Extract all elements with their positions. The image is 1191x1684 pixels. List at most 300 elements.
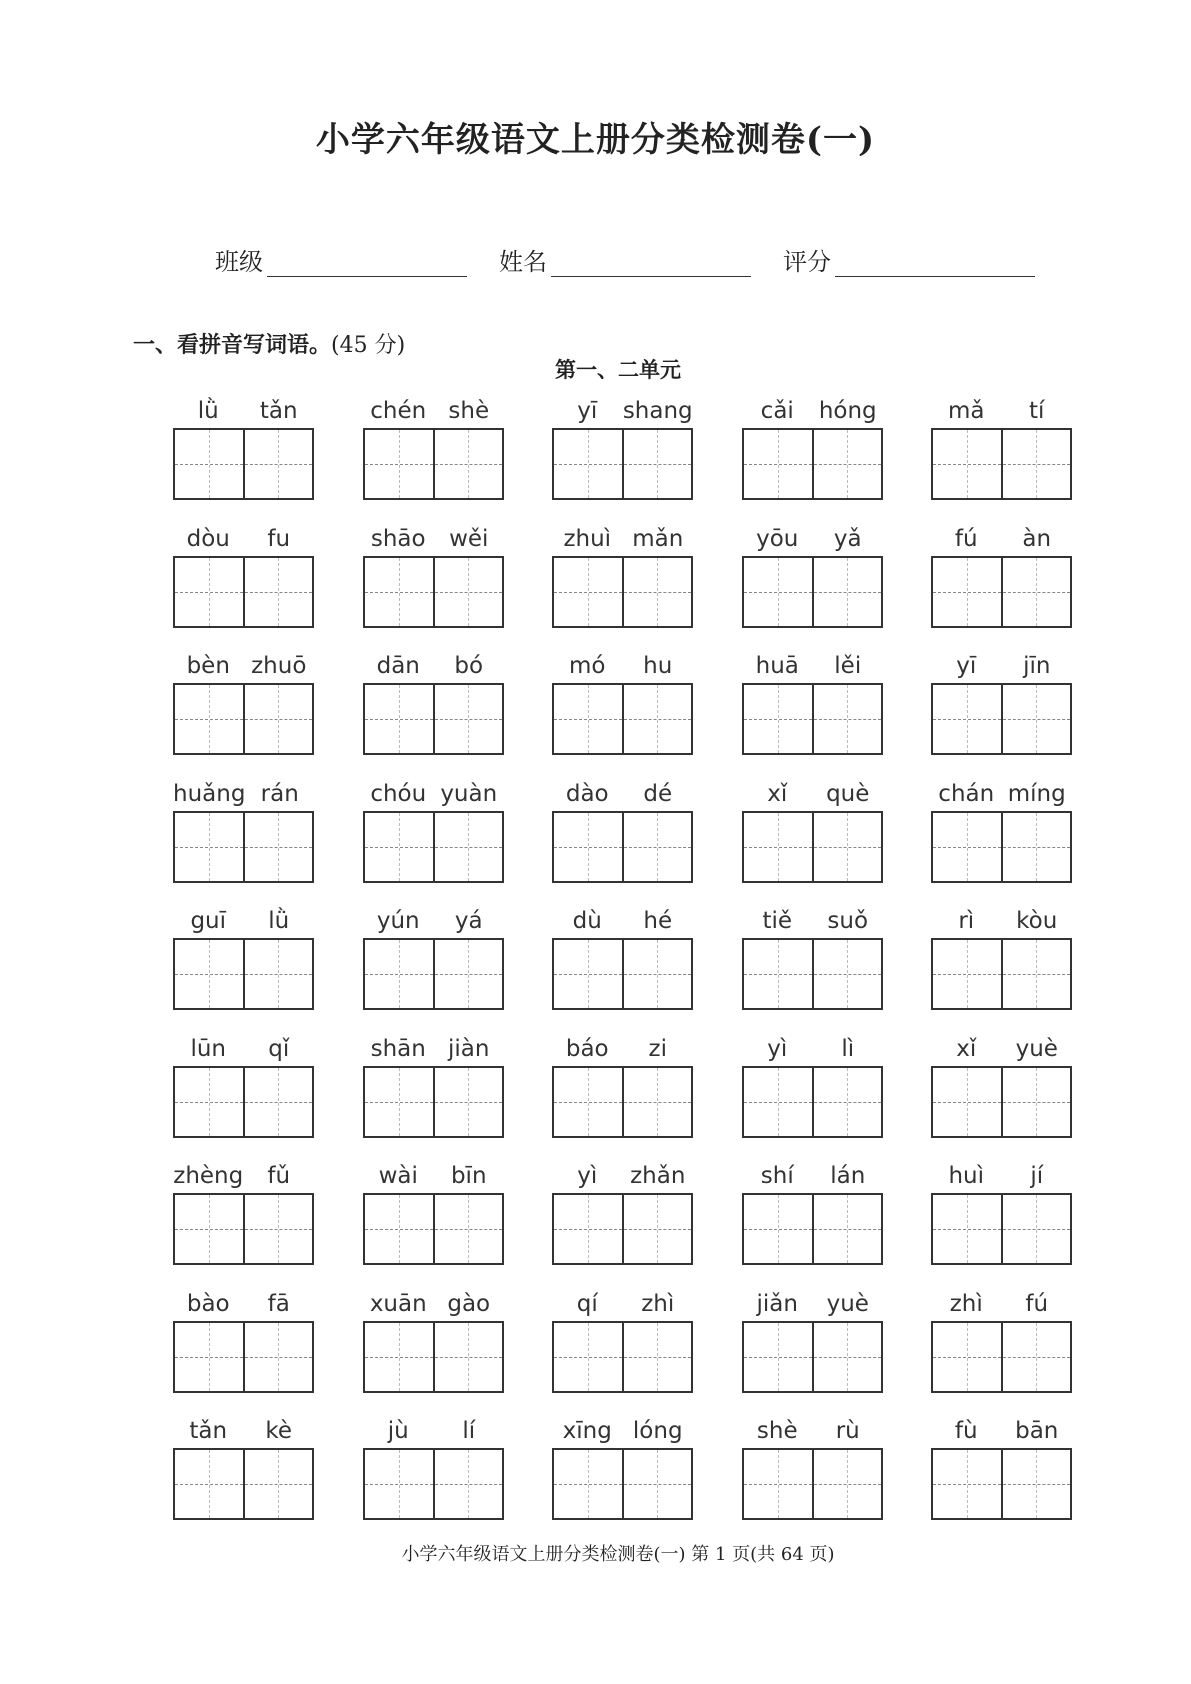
writing-cell[interactable] [175,1068,243,1136]
pinyin-syllable: fu [267,525,291,552]
pinyin [173,1418,314,1448]
writing-boxes[interactable] [552,556,693,628]
writing-cell[interactable] [554,430,622,498]
pinyin-syllable: huì [948,1163,985,1189]
pinyin [552,398,693,428]
writing-cell[interactable] [175,430,243,498]
writing-cell[interactable] [243,1450,313,1518]
pinyin-syllable: gào [447,1290,491,1317]
pinyin-item [552,1163,693,1265]
pinyin [173,1036,314,1066]
writing-cell[interactable] [622,813,692,881]
pinyin-syllable: yuè [1015,1035,1058,1062]
pinyin-item [552,398,693,500]
writing-cell[interactable] [433,430,503,498]
writing-cell[interactable] [175,940,243,1008]
writing-cell[interactable] [744,1323,812,1391]
pinyin-syllable: lóng [632,1418,683,1444]
score-field[interactable] [783,242,1035,277]
pinyin-syllable: mó [569,653,606,679]
writing-cell[interactable] [365,1195,433,1263]
writing-boxes[interactable] [363,556,504,628]
score-blank[interactable] [835,248,1035,277]
pinyin-syllable: zhì [949,1290,983,1317]
pinyin-syllable: lán [830,1163,866,1189]
writing-cell[interactable] [622,1450,692,1518]
pinyin-item [931,781,1072,883]
writing-cell[interactable] [554,1068,622,1136]
writing-boxes[interactable] [552,683,693,755]
writing-cell[interactable] [622,1068,692,1136]
pinyin-item [742,653,883,755]
writing-boxes[interactable] [931,1321,1072,1393]
writing-cell[interactable] [744,558,812,626]
writing-boxes[interactable] [552,938,693,1010]
writing-cell[interactable] [744,1068,812,1136]
writing-boxes[interactable] [742,811,883,883]
score-label: 评分 [783,248,831,276]
writing-boxes[interactable] [173,811,314,883]
writing-cell[interactable] [365,430,433,498]
writing-cell[interactable] [1001,1195,1071,1263]
writing-cell[interactable] [433,558,503,626]
writing-cell[interactable] [243,1195,313,1263]
pinyin-syllable: shang [622,398,693,424]
writing-cell[interactable] [243,558,313,626]
pinyin-syllable: lěi [834,653,862,679]
pinyin-syllable: zhuō [251,653,307,679]
writing-cell[interactable] [243,1068,313,1136]
writing-cell[interactable] [1001,1323,1071,1391]
writing-boxes[interactable] [363,811,504,883]
pinyin [173,398,314,428]
pinyin-syllable: jù [387,1418,409,1444]
writing-boxes[interactable] [363,938,504,1010]
writing-boxes[interactable] [742,938,883,1010]
writing-boxes[interactable] [931,1193,1072,1265]
pinyin [552,781,693,811]
writing-cell[interactable] [933,1068,1001,1136]
class-label: 班级 [215,248,263,276]
writing-cell[interactable] [622,1195,692,1263]
pinyin-syllable: hóng [818,398,877,424]
writing-boxes[interactable] [931,428,1072,500]
pinyin-syllable: yún [376,908,420,934]
pinyin [931,1291,1072,1321]
writing-cell[interactable] [365,940,433,1008]
pinyin-item [742,526,883,628]
writing-cell[interactable] [1001,813,1071,881]
pinyin [742,1036,883,1066]
writing-boxes[interactable] [742,1321,883,1393]
pinyin [173,653,314,683]
pinyin [173,526,314,556]
pinyin [363,653,504,683]
pinyin-syllable: tǎn [259,398,298,424]
writing-cell[interactable] [933,940,1001,1008]
pinyin-syllable: yuàn [440,780,498,807]
pinyin-syllable: dào [565,780,609,807]
writing-boxes[interactable] [173,1448,314,1520]
pinyin-item [173,1418,314,1520]
pinyin-syllable: yá [454,908,483,934]
pinyin-syllable: xīng [562,1418,612,1444]
writing-boxes[interactable] [173,1066,314,1138]
pinyin-item [742,781,883,883]
pinyin-syllable: huǎng [173,780,246,807]
writing-cell[interactable] [175,813,243,881]
pinyin [931,1163,1072,1193]
pinyin [552,908,693,938]
writing-cell[interactable] [744,430,812,498]
writing-cell[interactable] [365,813,433,881]
section-score: (45 分) [331,333,406,358]
pinyin-item [552,653,693,755]
pinyin [931,526,1072,556]
pinyin [363,1163,504,1193]
pinyin-item [742,1418,883,1520]
pinyin [363,1291,504,1321]
writing-cell[interactable] [365,558,433,626]
writing-cell[interactable] [365,1450,433,1518]
writing-cell[interactable] [744,685,812,753]
writing-boxes[interactable] [363,1448,504,1520]
pinyin-syllable: qí [576,1290,598,1317]
pinyin [552,1163,693,1193]
pinyin-item [363,1036,504,1138]
pinyin [742,1291,883,1321]
page-title: 小学六年级语文上册分类检测卷(一) [315,120,876,160]
pinyin-syllable: tí [1029,398,1045,424]
pinyin [173,908,314,938]
class-blank[interactable] [267,248,467,277]
pinyin-syllable: shāo [370,525,426,552]
pinyin-syllable: cǎi [760,398,794,424]
pinyin-item [931,398,1072,500]
writing-cell[interactable] [812,1450,882,1518]
pinyin-syllable: shān [370,1035,426,1062]
writing-cell[interactable] [554,558,622,626]
pinyin-syllable: tǎn [189,1418,228,1444]
writing-cell[interactable] [622,685,692,753]
pinyin-item [742,1163,883,1265]
writing-boxes[interactable] [173,683,314,755]
pinyin-syllable: mǎ [948,398,985,424]
pinyin-syllable: chén [370,398,427,424]
writing-boxes[interactable] [931,556,1072,628]
pinyin-syllable: kè [265,1418,293,1444]
writing-boxes[interactable] [552,1448,693,1520]
pinyin-syllable: fǔ [267,1163,291,1189]
writing-boxes[interactable] [363,1193,504,1265]
pinyin [931,1418,1072,1448]
writing-boxes[interactable] [363,1321,504,1393]
writing-cell[interactable] [933,1450,1001,1518]
writing-cell[interactable] [433,940,503,1008]
pinyin-syllable: shí [760,1163,794,1189]
pinyin-item [173,1291,314,1393]
writing-boxes[interactable] [931,1066,1072,1138]
pinyin-syllable: hu [643,653,673,679]
writing-cell[interactable] [175,1450,243,1518]
pinyin [363,908,504,938]
pinyin [552,1291,693,1321]
pinyin-syllable: jīn [1023,653,1051,679]
pinyin-syllable: shè [756,1418,798,1444]
writing-cell[interactable] [175,685,243,753]
writing-cell[interactable] [1001,685,1071,753]
writing-boxes[interactable] [742,1448,883,1520]
writing-cell[interactable] [243,813,313,881]
pinyin-syllable: guī [190,908,227,934]
pinyin-syllable: fú [1025,1290,1049,1317]
writing-cell[interactable] [554,1323,622,1391]
pinyin-item [552,1418,693,1520]
writing-boxes[interactable] [742,556,883,628]
writing-cell[interactable] [243,685,313,753]
pinyin-syllable: yì [577,1163,598,1189]
writing-cell[interactable] [433,1195,503,1263]
writing-cell[interactable] [933,813,1001,881]
writing-cell[interactable] [933,558,1001,626]
writing-cell[interactable] [1001,430,1071,498]
writing-cell[interactable] [554,813,622,881]
pinyin-syllable: rù [835,1418,860,1444]
pinyin-syllable: yī [956,653,977,679]
pinyin-item [931,653,1072,755]
pinyin-syllable: tiě [762,908,793,934]
pinyin-item [552,781,693,883]
pinyin-syllable: zhuì [563,525,612,552]
writing-cell[interactable] [744,1195,812,1263]
pinyin-item [552,908,693,1010]
pinyin-syllable: míng [1007,780,1066,807]
pinyin-syllable: lǜ [197,398,219,424]
writing-cell[interactable] [1001,1450,1071,1518]
pinyin-syllable: zi [648,1035,667,1062]
pinyin-item [931,908,1072,1010]
writing-cell[interactable] [554,1450,622,1518]
pinyin-item [931,526,1072,628]
writing-cell[interactable] [243,940,313,1008]
pinyin [363,1036,504,1066]
pinyin [552,653,693,683]
pinyin-syllable: yǎ [833,525,862,552]
pinyin-item [742,1036,883,1138]
page-footer: 小学六年级语文上册分类检测卷(一) 第 1 页(共 64 页) [401,1544,835,1565]
pinyin-item [363,781,504,883]
writing-boxes[interactable] [173,938,314,1010]
writing-cell[interactable] [622,940,692,1008]
pinyin-syllable: rì [958,908,975,934]
pinyin [363,398,504,428]
writing-cell[interactable] [812,1068,882,1136]
pinyin-syllable: qǐ [268,1035,290,1062]
writing-boxes[interactable] [552,1321,693,1393]
pinyin-syllable: xǐ [956,1035,977,1062]
writing-cell[interactable] [433,1068,503,1136]
writing-boxes[interactable] [552,1193,693,1265]
writing-boxes[interactable] [931,1448,1072,1520]
writing-cell[interactable] [365,1323,433,1391]
pinyin [931,653,1072,683]
writing-cell[interactable] [433,1450,503,1518]
writing-cell[interactable] [554,1195,622,1263]
writing-cell[interactable] [622,430,692,498]
writing-cell[interactable] [933,1323,1001,1391]
pinyin-syllable: yī [577,398,598,424]
pinyin-syllable: zhǎn [630,1163,686,1189]
writing-boxes[interactable] [363,428,504,500]
pinyin [552,526,693,556]
writing-cell[interactable] [744,940,812,1008]
pinyin-syllable: dān [376,653,420,679]
name-label: 姓名 [499,248,547,276]
writing-cell[interactable] [433,685,503,753]
pinyin [742,1418,883,1448]
pinyin-syllable: xuān [369,1290,427,1317]
writing-cell[interactable] [554,940,622,1008]
pinyin-item [742,1291,883,1393]
pinyin-syllable: dù [572,908,602,934]
writing-cell[interactable] [744,813,812,881]
pinyin-syllable: fā [267,1290,290,1317]
writing-boxes[interactable] [931,811,1072,883]
writing-boxes[interactable] [173,556,314,628]
writing-cell[interactable] [933,1195,1001,1263]
pinyin-item [552,526,693,628]
pinyin-syllable: dòu [186,525,230,552]
writing-cell[interactable] [433,813,503,881]
writing-boxes[interactable] [363,683,504,755]
pinyin-syllable: chán [938,780,995,807]
pinyin-item [173,653,314,755]
pinyin [742,1163,883,1193]
pinyin-item [931,1036,1072,1138]
pinyin-item [363,398,504,500]
pinyin [363,1418,504,1448]
writing-cell[interactable] [243,1323,313,1391]
pinyin-syllable: yì [767,1035,788,1062]
pinyin-item [173,398,314,500]
pinyin-syllable: hé [643,908,673,934]
pinyin-syllable: báo [565,1035,609,1062]
name-field[interactable] [499,242,751,277]
writing-boxes[interactable] [552,1066,693,1138]
pinyin [742,526,883,556]
pinyin-item [173,908,314,1010]
pinyin-item [552,1036,693,1138]
writing-boxes[interactable] [363,1066,504,1138]
pinyin-syllable: bào [186,1290,230,1317]
pinyin-syllable: bīn [450,1163,487,1189]
writing-boxes[interactable] [931,683,1072,755]
writing-cell[interactable] [812,558,882,626]
pinyin-item [363,1418,504,1520]
pinyin-item [173,1036,314,1138]
pinyin-syllable: yuè [826,1290,869,1317]
pinyin-syllable: fú [954,525,978,552]
pinyin-item [363,653,504,755]
pinyin [742,653,883,683]
writing-cell[interactable] [812,1195,882,1263]
writing-cell[interactable] [365,685,433,753]
writing-cell[interactable] [365,1068,433,1136]
writing-boxes[interactable] [742,1066,883,1138]
writing-cell[interactable] [175,1195,243,1263]
writing-cell[interactable] [744,1450,812,1518]
writing-cell[interactable] [175,558,243,626]
pinyin-syllable: rán [260,780,299,807]
pinyin-item [363,526,504,628]
writing-cell[interactable] [433,1323,503,1391]
unit-subheading: 第一、二单元 [555,357,681,382]
pinyin-syllable: dé [643,780,673,807]
writing-boxes[interactable] [173,1193,314,1265]
writing-cell[interactable] [812,685,882,753]
pinyin-syllable: xǐ [767,780,788,807]
pinyin-item [363,1291,504,1393]
pinyin-syllable: huā [755,653,799,679]
writing-boxes[interactable] [931,938,1072,1010]
writing-cell[interactable] [554,685,622,753]
writing-cell[interactable] [175,1323,243,1391]
writing-boxes[interactable] [552,811,693,883]
pinyin-syllable: bèn [186,653,230,679]
pinyin-syllable: lūn [190,1035,227,1062]
writing-cell[interactable] [933,685,1001,753]
writing-boxes[interactable] [742,428,883,500]
writing-boxes[interactable] [742,1193,883,1265]
pinyin-syllable: lǜ [268,908,290,934]
pinyin-syllable: què [826,780,870,807]
pinyin-syllable: jiǎn [756,1290,798,1317]
pinyin [931,1036,1072,1066]
writing-cell[interactable] [812,1323,882,1391]
writing-cell[interactable] [622,1323,692,1391]
writing-cell[interactable] [243,430,313,498]
writing-boxes[interactable] [173,428,314,500]
writing-cell[interactable] [812,813,882,881]
pinyin [931,398,1072,428]
writing-cell[interactable] [812,430,882,498]
writing-cell[interactable] [933,430,1001,498]
pinyin-item [931,1291,1072,1393]
pinyin-syllable: suǒ [827,908,869,934]
writing-cell[interactable] [812,940,882,1008]
pinyin [173,1291,314,1321]
pinyin-item [173,526,314,628]
writing-boxes[interactable] [173,1321,314,1393]
pinyin-syllable: zhèng [173,1163,244,1189]
pinyin [363,781,504,811]
pinyin-item [173,781,314,883]
pinyin-syllable: bó [454,653,484,679]
pinyin-syllable: wài [378,1163,418,1189]
writing-boxes[interactable] [742,683,883,755]
writing-cell[interactable] [1001,940,1071,1008]
writing-boxes[interactable] [552,428,693,500]
writing-cell[interactable] [1001,558,1071,626]
pinyin-syllable: fù [954,1418,978,1444]
name-blank[interactable] [551,248,751,277]
pinyin-syllable: lì [841,1035,855,1062]
writing-cell[interactable] [1001,1068,1071,1136]
writing-cell[interactable] [622,558,692,626]
pinyin [742,398,883,428]
pinyin [742,908,883,938]
class-field[interactable] [215,242,467,277]
